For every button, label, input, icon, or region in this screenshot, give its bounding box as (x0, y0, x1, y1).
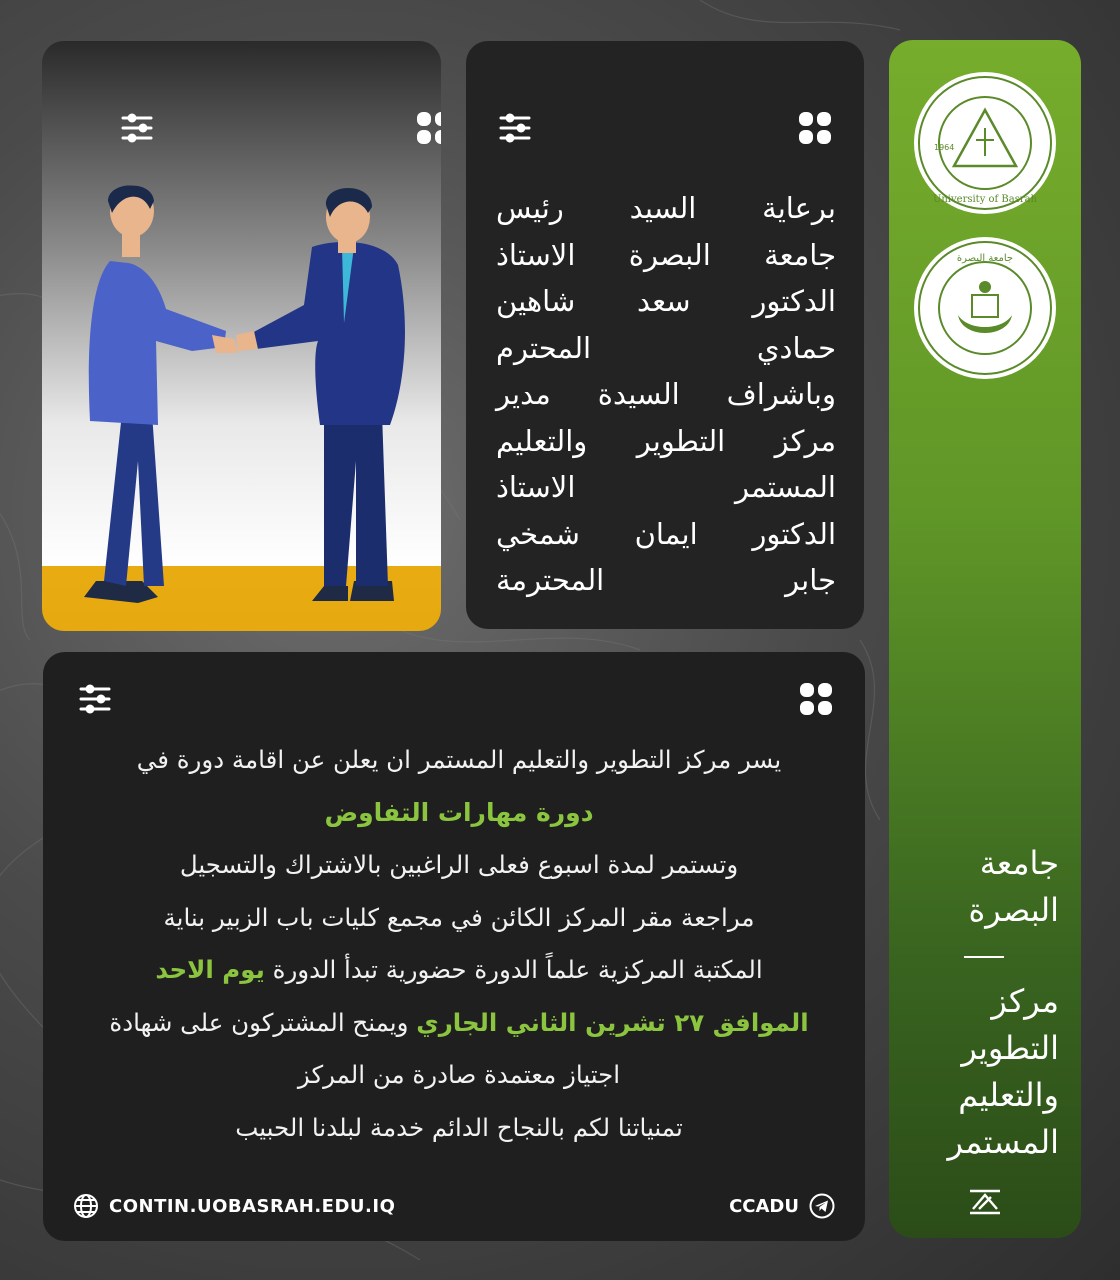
patronage-card (466, 41, 864, 629)
illustration-card (42, 41, 441, 631)
patronage-line: الدكتور سعد شاهين (496, 284, 836, 318)
patronage-line: وباشراف السيدة مدير (496, 377, 836, 411)
globe-icon (73, 1193, 99, 1219)
course-name: دورة مهارات التفاوض (324, 797, 594, 827)
patronage-line: المستمر الاستاذ (496, 470, 836, 504)
sidebar-university-line: البصرة (968, 891, 1059, 929)
patronage-line: جابر المحترمة (496, 563, 836, 597)
sliders-icon[interactable] (78, 682, 112, 716)
svg-text:University of Basrah: University of Basrah (932, 194, 1038, 205)
sidebar-center-line: التطوير (961, 1029, 1059, 1067)
grid-icon[interactable] (798, 111, 832, 145)
sidebar-panel (889, 40, 1081, 1238)
announcement-line: مراجعة مقر المركز الكائن في مجمع كليات باب الزبير بناية (163, 902, 755, 932)
announcement-text: ويمنح المشتركون على شهادة (109, 1007, 409, 1037)
grid-icon[interactable] (799, 682, 833, 716)
announcement-line (83, 997, 835, 1050)
patronage-line: جامعة البصرة الاستاذ (496, 237, 836, 272)
announcement-body (83, 734, 835, 1154)
website-url: CONTIN.UOBASRAH.EDU.IQ (109, 1195, 396, 1217)
patronage-line: حمادي المحترم (496, 330, 836, 365)
right-man-figure (236, 188, 405, 601)
patronage-line: الدكتور ايمان شمخي (496, 516, 836, 551)
announcement-line: وتستمر لمدة اسبوع فعلى الراغبين بالاشتراك والتسجيل (179, 850, 739, 879)
sidebar-center-line: والتعليم (958, 1076, 1059, 1114)
highlight-date: الموافق ٢٧ تشرين الثاني الجاري (416, 1007, 809, 1037)
sidebar-center-line: مركز (991, 982, 1059, 1020)
sidebar-title (909, 840, 1059, 1166)
sidebar-center-line: المستمر (947, 1123, 1059, 1161)
brand-mark-icon (967, 1187, 1003, 1217)
announcement-line: اجتياز معتمدة صادرة من المركز (297, 1060, 621, 1089)
svg-text:1964: 1964 (934, 143, 955, 152)
announcement-line: تمنياتنا لكم بالنجاح الدائم خدمة لبلدنا الحبيب (235, 1112, 683, 1142)
university-of-basrah-logo (912, 70, 1058, 216)
sliders-icon[interactable] (498, 111, 532, 145)
announcement-line (83, 944, 835, 997)
website-link[interactable] (73, 1191, 395, 1221)
development-center-logo (912, 235, 1058, 381)
patronage-text (496, 185, 836, 604)
announcement-card (43, 652, 865, 1241)
handle-label: CCADU (729, 1195, 799, 1217)
telegram-icon (809, 1193, 835, 1219)
patronage-line: برعاية السيد رئيس (496, 191, 836, 225)
handshake-illustration (42, 41, 441, 631)
sidebar-university-line: جامعة (979, 844, 1059, 882)
svg-text:جامعة البصرة: جامعة البصرة (956, 253, 1014, 264)
announcement-line: يسر مركز التطوير والتعليم المستمر ان يعلن عن اقامة دورة في (136, 745, 782, 774)
telegram-handle[interactable] (729, 1191, 835, 1221)
left-man-figure (84, 185, 238, 603)
highlight-day: يوم الاحد (155, 955, 265, 984)
patronage-line: مركز التطوير والتعليم (496, 423, 836, 458)
sidebar-divider (964, 956, 1004, 958)
announcement-text: المكتبة المركزية علماً الدورة حضورية تبدأ الدورة (272, 955, 763, 984)
